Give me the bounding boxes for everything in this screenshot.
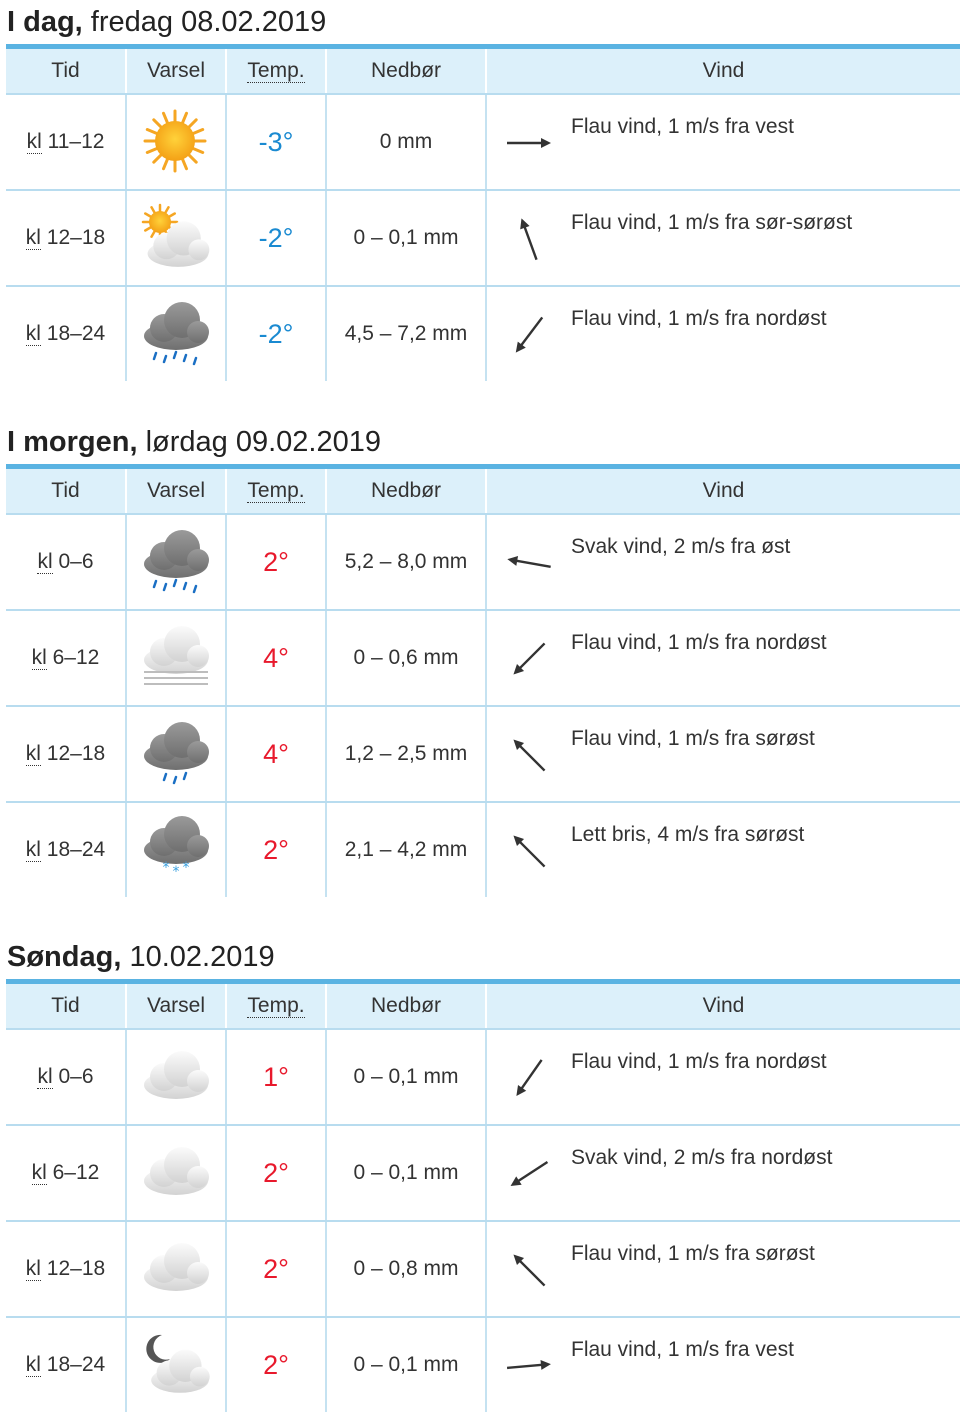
temperature-cell: 2° — [226, 802, 326, 897]
wind-text: Flau vind, 1 m/s fra sør-sørøst — [571, 211, 853, 234]
wind-arrow-icon — [501, 307, 557, 363]
day-heading: I morgen, lørdag 09.02.2019 — [7, 426, 381, 458]
wind-arrow-icon — [501, 115, 557, 171]
svg-text:*: * — [182, 860, 190, 876]
time-cell: kl 18–24 — [6, 1317, 126, 1412]
wind-cell — [486, 1125, 960, 1221]
wind-cell — [486, 286, 960, 381]
precipitation-cell: 5,2 – 8,0 mm — [326, 514, 486, 610]
col-header-nedbor: Nedbør — [326, 982, 486, 1030]
wind-text: Flau vind, 1 m/s fra vest — [571, 1338, 794, 1361]
day-section — [0, 0, 960, 383]
col-header-varsel: Varsel — [126, 47, 226, 95]
precipitation-cell: 1,2 – 2,5 mm — [326, 706, 486, 802]
time-cell: kl 11–12 — [6, 94, 126, 190]
wind-text: Flau vind, 1 m/s fra sørøst — [571, 727, 815, 750]
svg-text:*: * — [172, 864, 180, 880]
snow-cloud-icon — [140, 814, 212, 886]
wind-arrow-icon — [501, 1146, 557, 1202]
time-cell: kl 18–24 — [6, 802, 126, 897]
col-header-nedbor: Nedbør — [326, 467, 486, 515]
time-cell: kl 12–18 — [6, 190, 126, 286]
fog-cloud-icon — [140, 622, 212, 694]
forecast-table — [6, 979, 960, 1412]
precipitation-cell: 0 – 0,1 mm — [326, 1125, 486, 1221]
precipitation-cell: 0 – 0,1 mm — [326, 1029, 486, 1125]
wind-cell — [486, 94, 960, 190]
precipitation-cell: 0 – 0,1 mm — [326, 190, 486, 286]
wind-text: Flau vind, 1 m/s fra sørøst — [571, 1242, 815, 1265]
wind-arrow-icon — [501, 1050, 557, 1106]
table-row — [6, 1029, 960, 1125]
symbol-cell — [126, 610, 226, 706]
temperature-cell: 4° — [226, 706, 326, 802]
wind-cell — [486, 706, 960, 802]
time-cell: kl 0–6 — [6, 1029, 126, 1125]
wind-arrow-icon — [501, 211, 557, 267]
symbol-cell — [126, 94, 226, 190]
symbol-cell — [126, 1221, 226, 1317]
table-row — [6, 610, 960, 706]
wind-text: Svak vind, 2 m/s fra nordøst — [571, 1146, 833, 1169]
time-cell: kl 12–18 — [6, 706, 126, 802]
wind-arrow-icon — [501, 535, 557, 591]
col-header-vind: Vind — [486, 982, 960, 1030]
table-row — [6, 286, 960, 381]
moon-behind-cloud-icon — [140, 1329, 212, 1401]
wind-cell — [486, 1029, 960, 1125]
temperature-cell: 2° — [226, 1221, 326, 1317]
table-header-row — [6, 47, 960, 95]
wind-arrow-icon — [501, 727, 557, 783]
symbol-cell — [126, 802, 226, 897]
temperature-cell: 2° — [226, 514, 326, 610]
time-cell: kl 0–6 — [6, 514, 126, 610]
wind-text: Flau vind, 1 m/s fra nordøst — [571, 307, 827, 330]
day-heading: Søndag, 10.02.2019 — [7, 941, 275, 973]
symbol-cell — [126, 1125, 226, 1221]
table-row — [6, 1317, 960, 1412]
time-cell: kl 6–12 — [6, 610, 126, 706]
precipitation-cell: 0 mm — [326, 94, 486, 190]
wind-cell — [486, 190, 960, 286]
wind-cell — [486, 802, 960, 897]
wind-arrow-icon — [501, 1338, 557, 1394]
table-row — [6, 802, 960, 897]
table-header-row — [6, 982, 960, 1030]
day-heading: I dag, fredag 08.02.2019 — [7, 6, 327, 38]
cloud-icon — [140, 1041, 212, 1113]
temperature-cell: 1° — [226, 1029, 326, 1125]
precipitation-cell: 0 – 0,8 mm — [326, 1221, 486, 1317]
wind-cell — [486, 514, 960, 610]
col-header-vind: Vind — [486, 47, 960, 95]
temperature-cell: -2° — [226, 286, 326, 381]
svg-text:*: * — [162, 860, 170, 876]
col-header-tid: Tid — [6, 982, 126, 1030]
col-header-temp: Temp. — [226, 467, 326, 515]
cloud-icon — [140, 1233, 212, 1305]
light-rain-cloud-icon — [140, 718, 212, 790]
precipitation-cell: 0 – 0,6 mm — [326, 610, 486, 706]
wind-cell — [486, 1221, 960, 1317]
forecast-table — [6, 464, 960, 897]
day-section — [0, 420, 960, 899]
wind-arrow-icon — [501, 631, 557, 687]
precipitation-cell: 4,5 – 7,2 mm — [326, 286, 486, 381]
rain-cloud-icon — [140, 526, 212, 598]
wind-arrow-icon — [501, 1242, 557, 1298]
precipitation-cell: 0 – 0,1 mm — [326, 1317, 486, 1412]
sun-icon — [140, 106, 212, 178]
wind-cell — [486, 1317, 960, 1412]
temperature-cell: -3° — [226, 94, 326, 190]
wind-text: Svak vind, 2 m/s fra øst — [571, 535, 791, 558]
wind-text: Flau vind, 1 m/s fra nordøst — [571, 631, 827, 654]
col-header-tid: Tid — [6, 467, 126, 515]
wind-text: Flau vind, 1 m/s fra vest — [571, 115, 794, 138]
wind-cell — [486, 610, 960, 706]
col-header-vind: Vind — [486, 467, 960, 515]
wind-arrow-icon — [501, 823, 557, 879]
col-header-temp: Temp. — [226, 47, 326, 95]
sun-behind-cloud-icon — [140, 202, 212, 274]
symbol-cell — [126, 514, 226, 610]
symbol-cell — [126, 190, 226, 286]
table-row — [6, 190, 960, 286]
table-row — [6, 1125, 960, 1221]
temperature-cell: 2° — [226, 1125, 326, 1221]
wind-text: Lett bris, 4 m/s fra sørøst — [571, 823, 805, 846]
col-header-temp: Temp. — [226, 982, 326, 1030]
precipitation-cell: 2,1 – 4,2 mm — [326, 802, 486, 897]
temperature-cell: 2° — [226, 1317, 326, 1412]
table-row — [6, 94, 960, 190]
temperature-cell: 4° — [226, 610, 326, 706]
col-header-varsel: Varsel — [126, 467, 226, 515]
table-row — [6, 514, 960, 610]
day-section — [0, 935, 960, 1414]
cloud-icon — [140, 1137, 212, 1209]
col-header-tid: Tid — [6, 47, 126, 95]
symbol-cell — [126, 1317, 226, 1412]
table-row — [6, 706, 960, 802]
symbol-cell — [126, 706, 226, 802]
col-header-varsel: Varsel — [126, 982, 226, 1030]
col-header-nedbor: Nedbør — [326, 47, 486, 95]
table-header-row — [6, 467, 960, 515]
table-row — [6, 1221, 960, 1317]
wind-text: Flau vind, 1 m/s fra nordøst — [571, 1050, 827, 1073]
symbol-cell — [126, 286, 226, 381]
time-cell: kl 12–18 — [6, 1221, 126, 1317]
temperature-cell: -2° — [226, 190, 326, 286]
symbol-cell — [126, 1029, 226, 1125]
time-cell: kl 18–24 — [6, 286, 126, 381]
forecast-table — [6, 44, 960, 381]
rain-cloud-icon — [140, 298, 212, 370]
time-cell: kl 6–12 — [6, 1125, 126, 1221]
